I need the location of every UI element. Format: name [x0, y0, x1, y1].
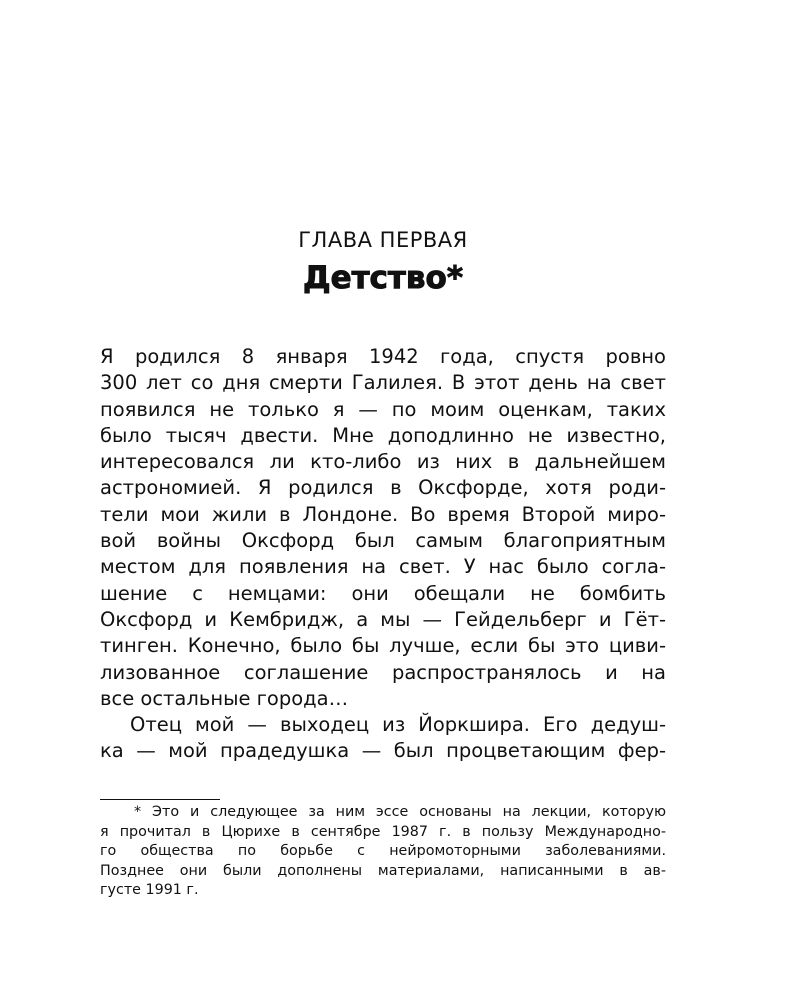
body-line: 300 лет со дня смерти Галилея. В этот день на свет [100, 371, 666, 395]
body-line: Оксфорд и Кембридж, а мы — Гейдельберг и Гёт- [100, 607, 666, 631]
body-line: шение с немцами: они обещали не бомбить [100, 581, 666, 605]
footnote-line: я прочитал в Цюрихе в сентябре 1987 г. в пользу Международно- [100, 823, 666, 840]
body-line: ка — мой прадедушка — был процветающим фер- [100, 739, 666, 763]
footnote-line: густе 1991 г. [100, 882, 199, 898]
body-line: интересовался ли кто-либо из них в дальнейшем [100, 450, 666, 474]
body-line: появился не только я — по моим оценкам, таких [100, 397, 666, 421]
body-text [100, 344, 666, 765]
footnote-line: го общества по борьбе с нейромоторными заболеваниями. [100, 843, 666, 859]
footnote [100, 803, 666, 901]
footnote-line: Позднее они были дополнены материалами, написанными в ав- [100, 862, 666, 879]
chapter-label: ГЛАВА ПЕРВАЯ [298, 228, 468, 252]
body-line: астрономией. Я родился в Оксфорде, хотя роди- [100, 476, 666, 500]
body-line: было тысяч двести. Мне доподлинно не известно, [100, 423, 666, 447]
body-line: лизованное соглашение распространялось и на [100, 660, 666, 684]
footnote-line: * Это и следующее за ним эссе основаны на лекции, которую [134, 804, 666, 820]
body-line: Отец мой — выходец из Йоркшира. Его дедуш- [130, 713, 666, 737]
body-line: местом для появления на свет. У нас было согла- [100, 555, 666, 579]
footnote-divider [100, 799, 220, 800]
body-line: Я родился 8 января 1942 года, спустя ровно [100, 345, 666, 368]
body-line: тели мои жили в Лондоне. Во время Второй миро- [100, 502, 666, 526]
body-line: вой войны Оксфорд был самым благоприятным [100, 529, 666, 553]
chapter-title: Детство* [302, 260, 464, 296]
body-line: тинген. Конечно, было бы лучше, если бы это циви- [100, 634, 666, 658]
body-line: все остальные города… [100, 686, 349, 710]
